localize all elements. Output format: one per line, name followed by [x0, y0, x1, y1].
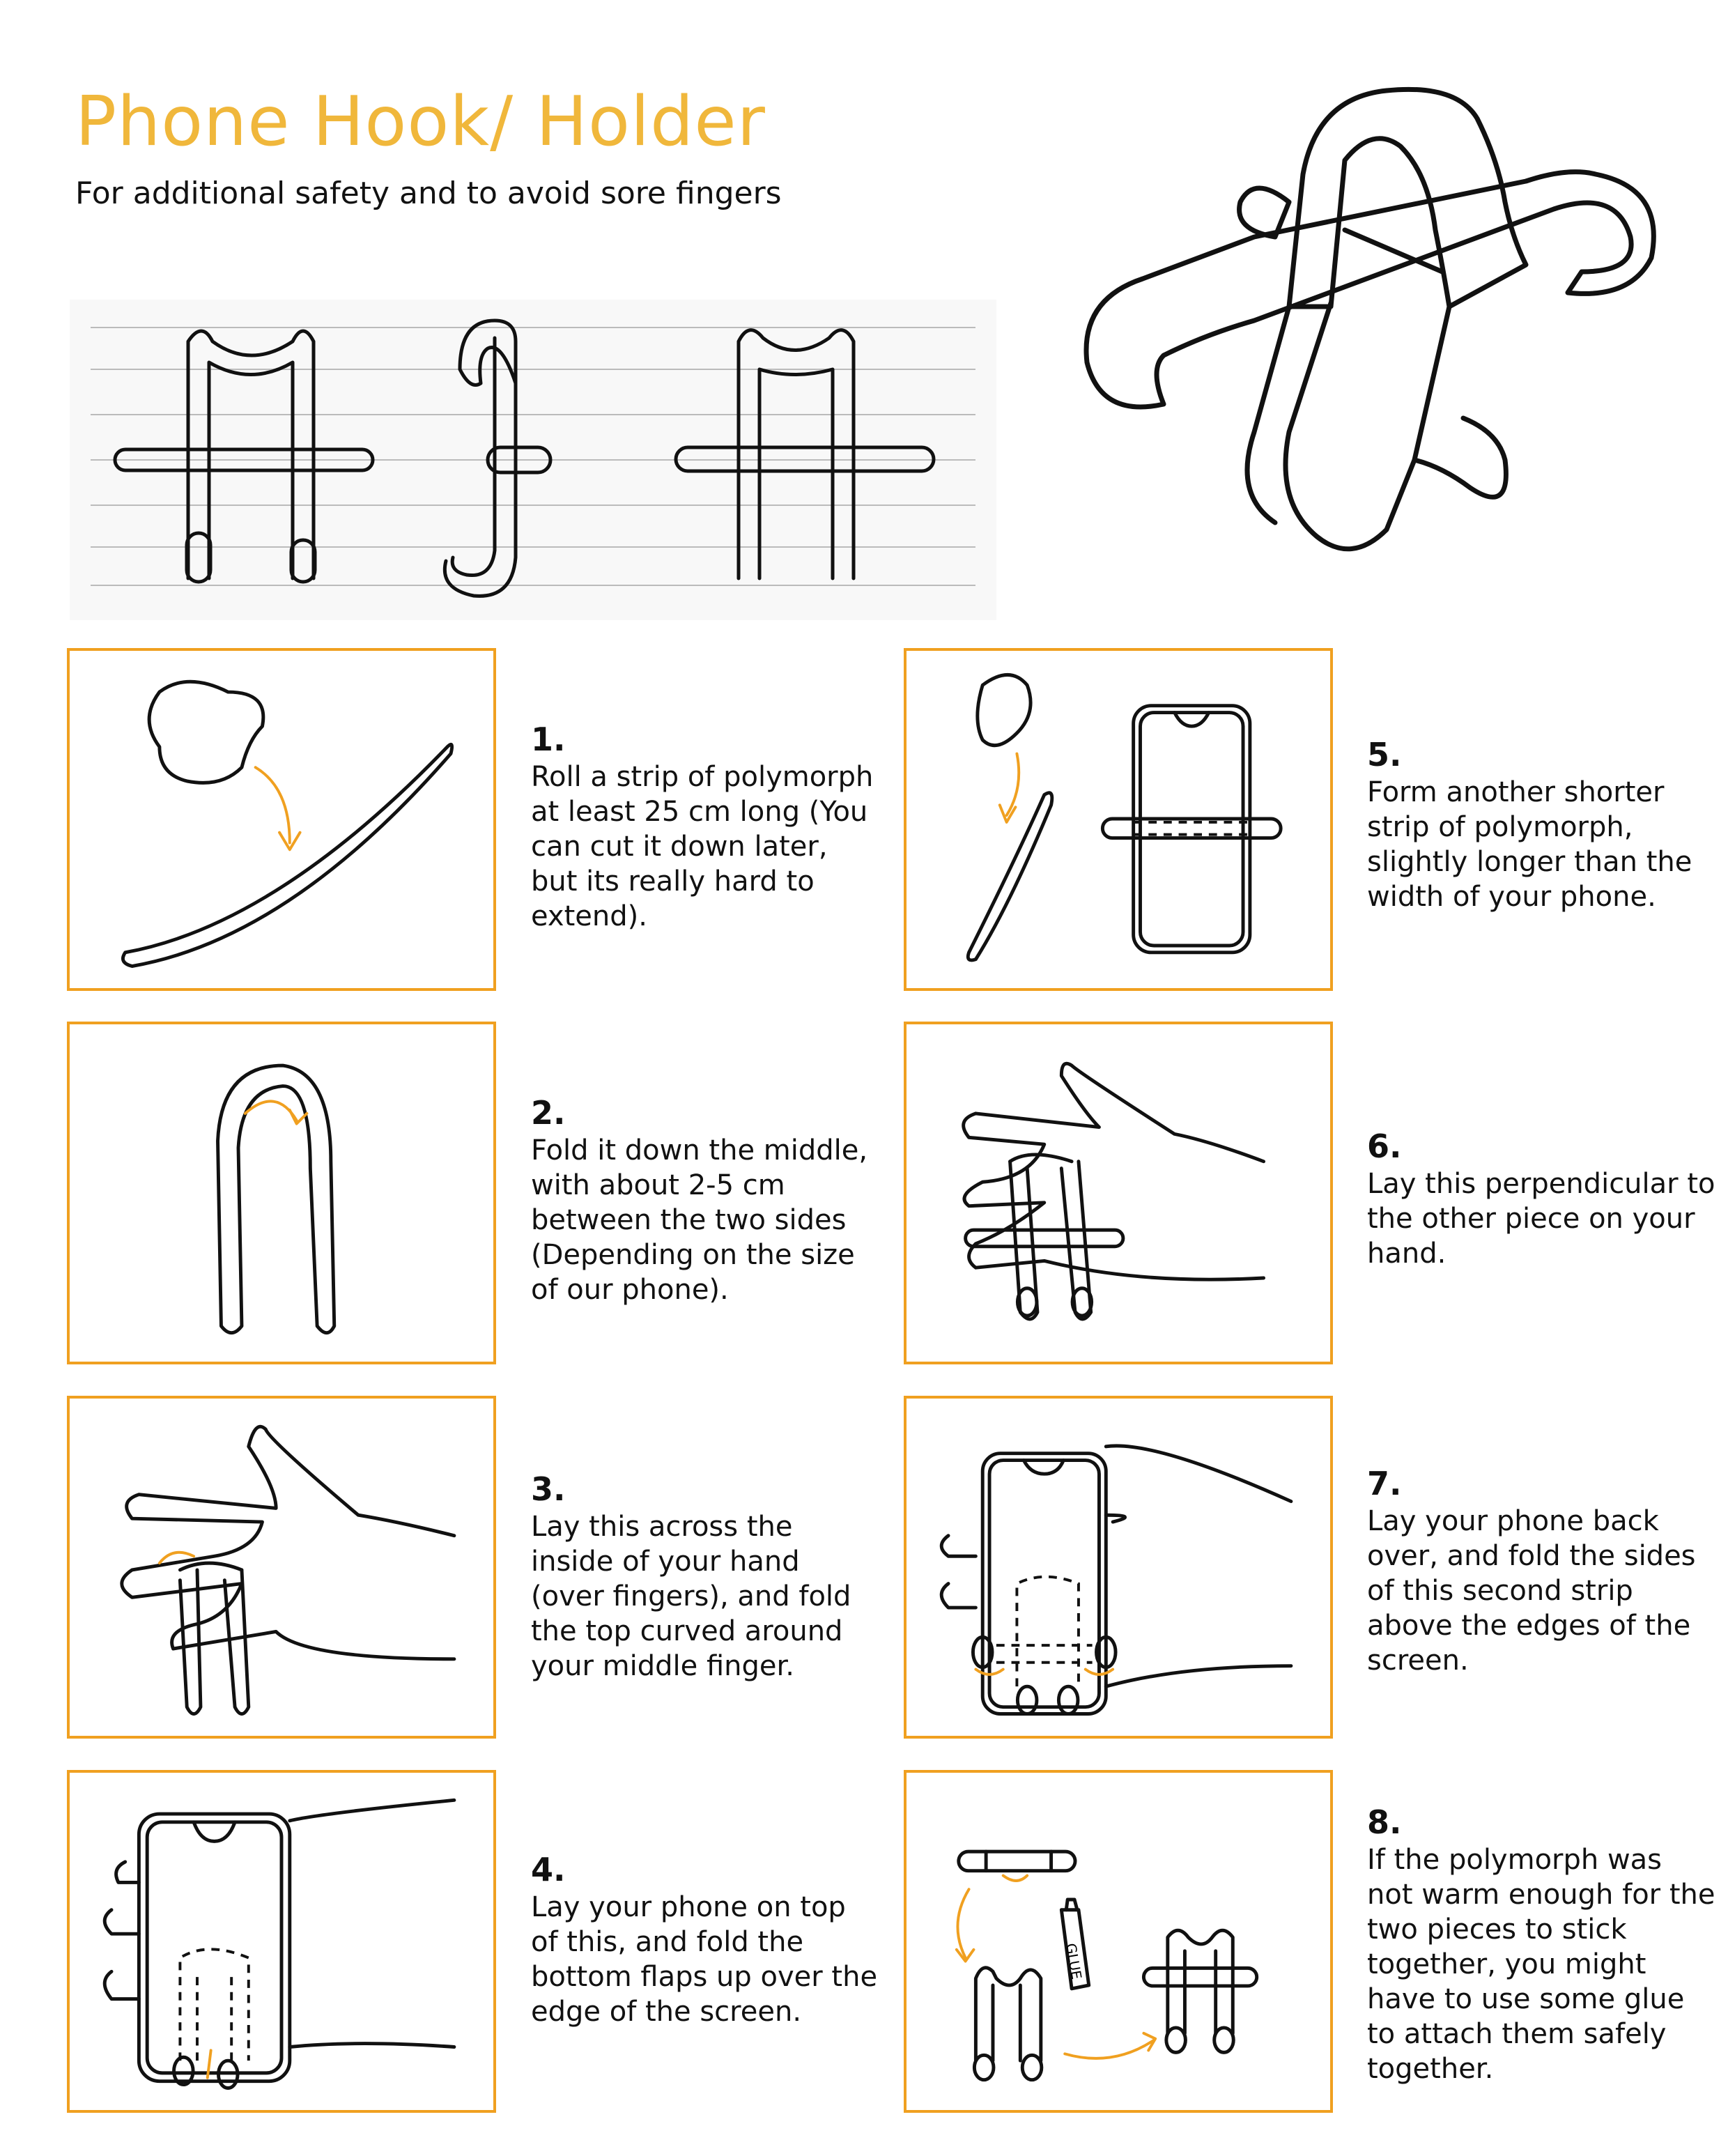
step-8-text: [1367, 1805, 1715, 2086]
step-number: 6.: [1367, 1127, 1402, 1165]
step-description: Lay this perpendicular to the other piece on your hand.: [1367, 1168, 1715, 1270]
step-5-illustration: [904, 648, 1333, 991]
hook-perspective-sketch: [1024, 70, 1693, 578]
step-number: 7.: [1367, 1465, 1402, 1502]
step-description: Lay your phone on top of this, and fold the bottom flaps up over the edge of the screen.: [531, 1891, 878, 2028]
step-4-illustration: [67, 1770, 496, 2113]
step-description: Lay your phone back over, and fold the sides of this second strip above the edges of the screen.: [1367, 1505, 1696, 1677]
step-6-text: [1367, 1129, 1715, 1271]
step-number: 4.: [531, 1851, 566, 1888]
step-description: If the polymorph was not warm enough for the two pieces to stick together, you might have to use some glue to attach them safely together.: [1367, 1844, 1715, 2085]
step-number: 2.: [531, 1094, 566, 1132]
step-5-text: [1367, 737, 1715, 914]
step-description: Fold it down the middle, with about 2-5 cm between the two sides (Depending on the size of our phone).: [531, 1134, 868, 1306]
step-7-illustration: [904, 1396, 1333, 1739]
step-1-illustration: [67, 648, 496, 991]
step-number: 8.: [1367, 1803, 1402, 1841]
page-title: Phone Hook/ Holder: [75, 82, 766, 162]
step-6-illustration: [904, 1022, 1333, 1364]
step-8-illustration: [904, 1770, 1333, 2113]
step-1-text: [531, 722, 879, 934]
step-2-text: [531, 1095, 879, 1307]
hook-views-sketch: [70, 300, 996, 620]
step-number: 3.: [531, 1470, 566, 1508]
step-number: 5.: [1367, 736, 1402, 773]
glue-bottle-label: GLUE: [1062, 1942, 1085, 1981]
step-description: Form another shorter strip of polymorph, slightly longer than the width of your phone.: [1367, 776, 1692, 913]
step-2-illustration: [67, 1022, 496, 1364]
page-subtitle: For additional safety and to avoid sore fingers: [75, 176, 782, 211]
step-3-text: [531, 1472, 879, 1684]
step-7-text: [1367, 1466, 1715, 1678]
step-description: Lay this across the inside of your hand (over fingers), and fold the top curved around your middle finger.: [531, 1511, 851, 1682]
step-4-text: [531, 1852, 879, 2029]
step-description: Roll a strip of polymorph at least 25 cm long (You can cut it down later, but its really hard to extend).: [531, 761, 874, 932]
step-3-illustration: [67, 1396, 496, 1739]
step-number: 1.: [531, 721, 566, 758]
